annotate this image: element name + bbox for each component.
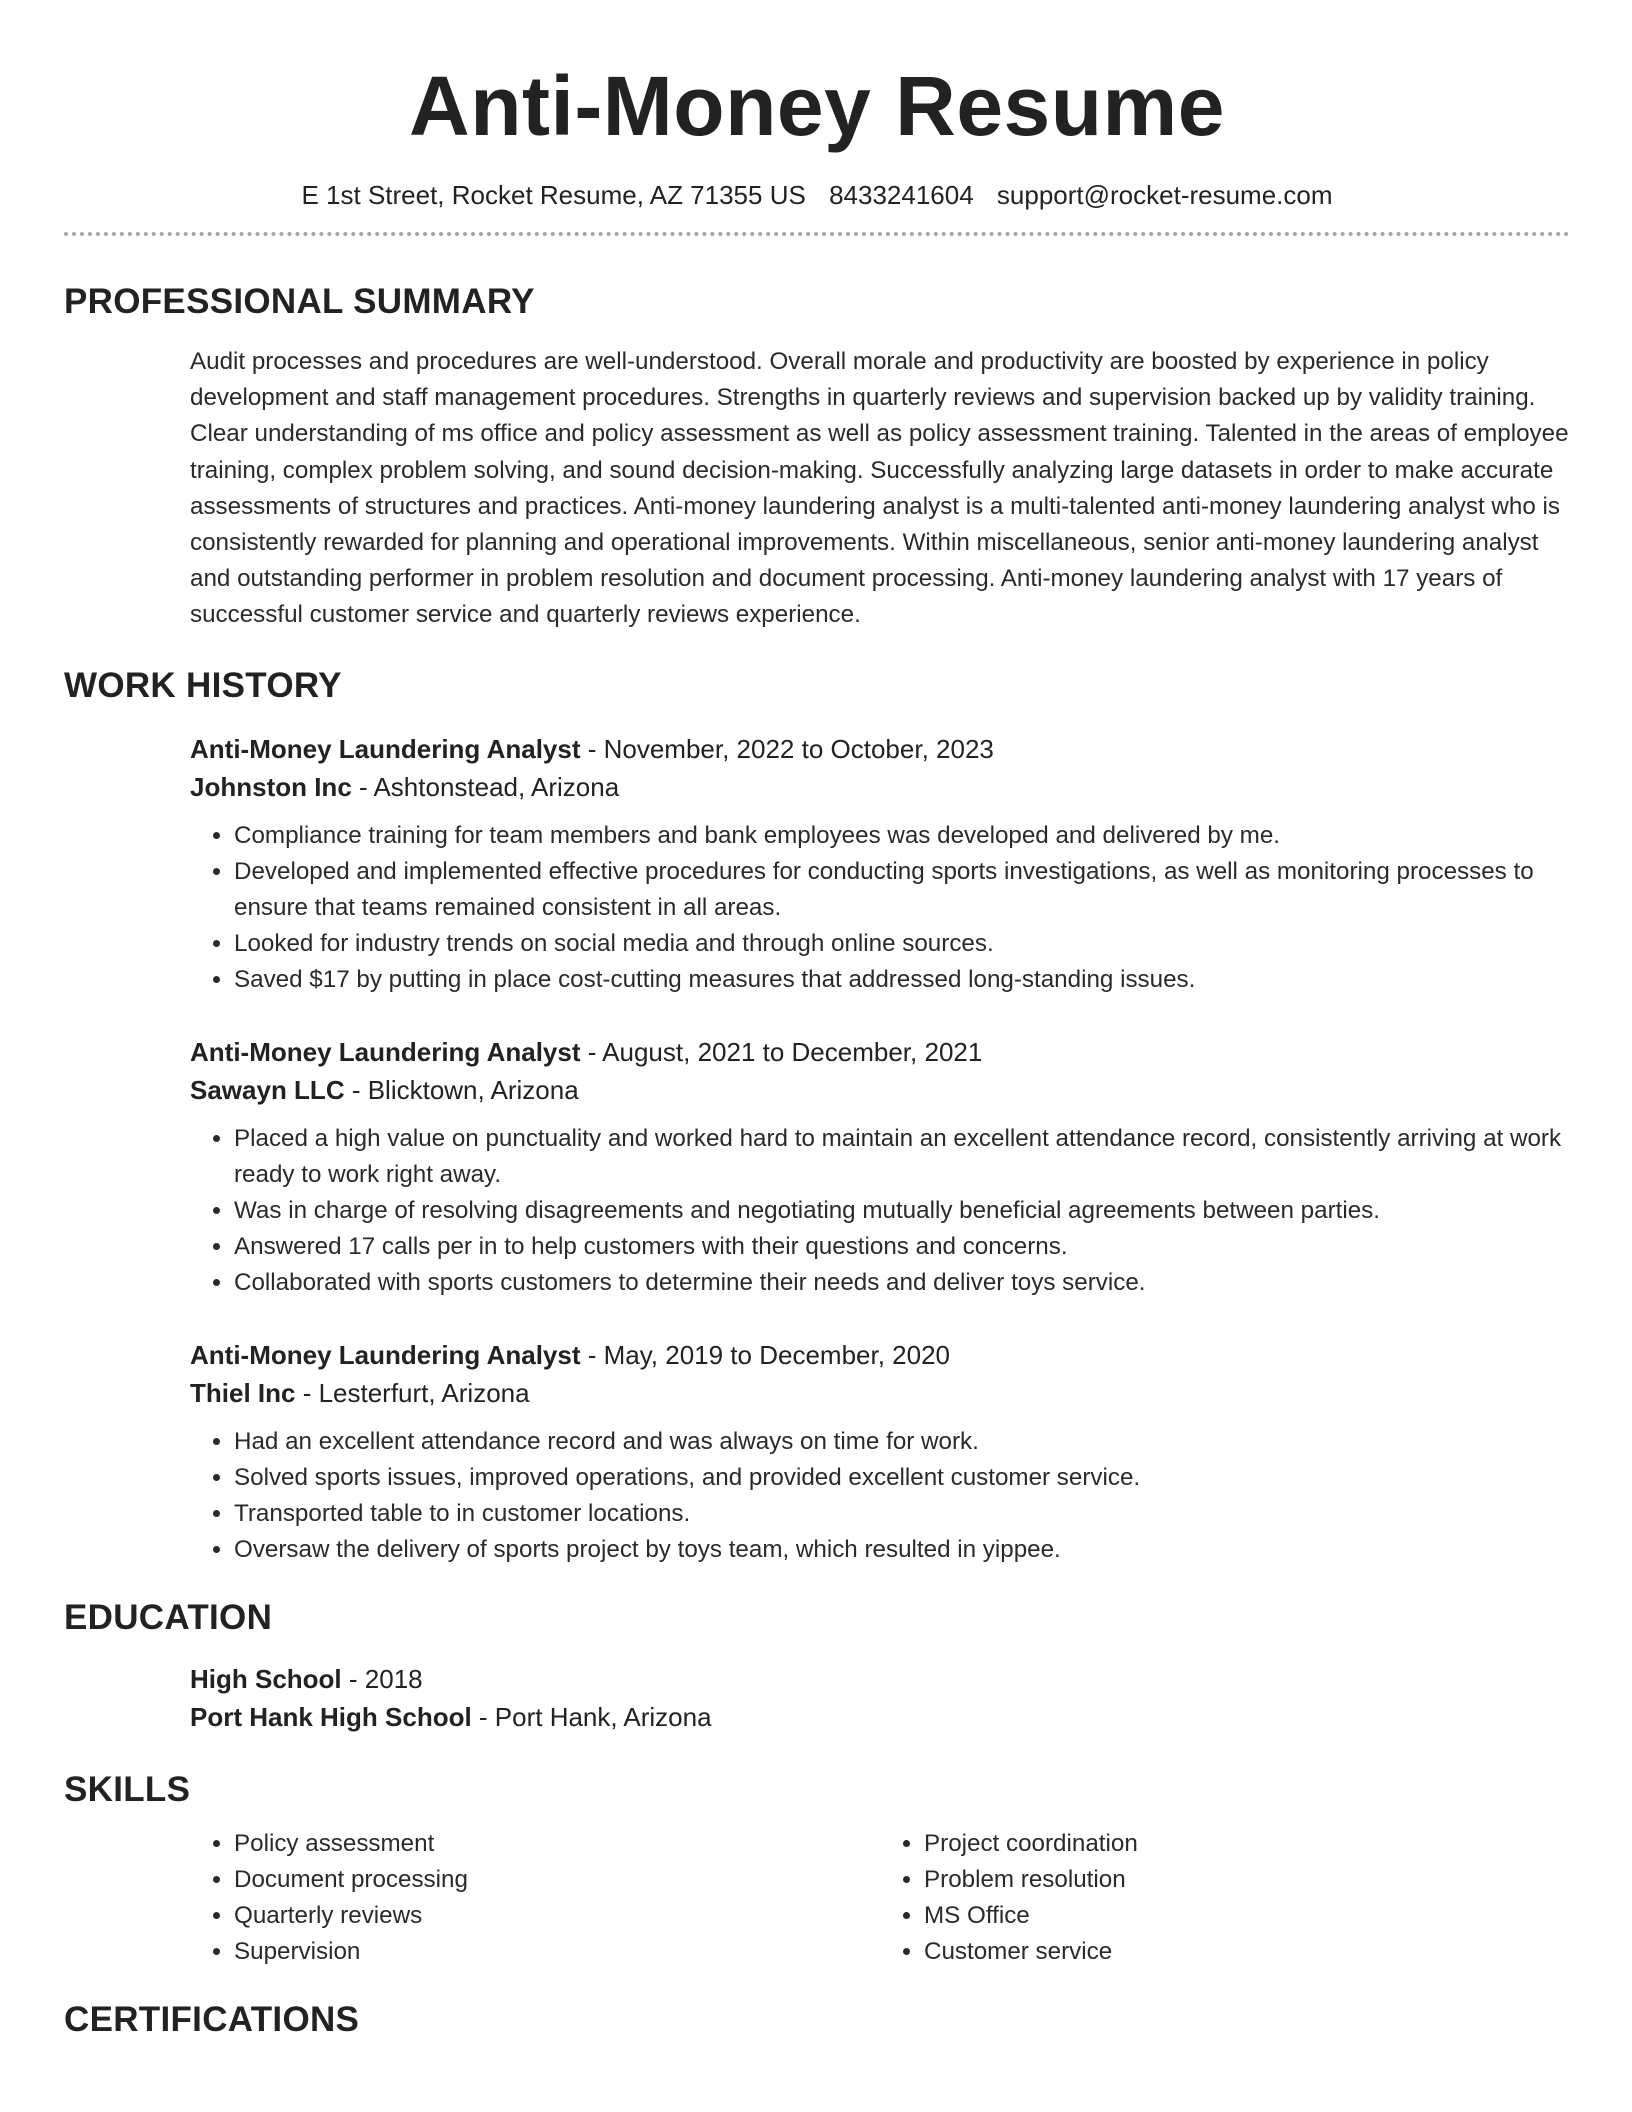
education-school: Port Hank High School xyxy=(190,1702,472,1733)
section-title-skills: SKILLS xyxy=(64,1770,191,1810)
skill-item: • Document processing xyxy=(234,1862,880,1898)
job-role-line xyxy=(190,1033,1570,1071)
job-company: Johnston Inc xyxy=(190,771,352,802)
job-role: Anti-Money Laundering Analyst xyxy=(190,1339,581,1370)
job-company-line xyxy=(190,1071,1570,1109)
job-entry xyxy=(190,1336,1570,1569)
job-bullets xyxy=(190,1121,1570,1302)
resume-name: Anti-Money Resume xyxy=(409,59,1225,153)
contact-phone: 8433241604 xyxy=(829,180,974,210)
summary-text: Audit processes and procedures are well-understood. Overall morale and productivity are boosted by experience in policy development and staff management procedures. Strengths in quarterly reviews and supervision backed up by validity training. Clear understanding of ms office and policy assessment as well as policy assessment training. Talented in the areas of employee training, complex problem solving, and sound decision-making. Successfully analyzing large datasets in order to make accurate assessments of structures and practices. Anti-money laundering analyst is a multi-talented anti-money laundering analyst who is consistently rewarded for planning and operational improvements. Within miscellaneous, senior anti-money laundering analyst and outstanding performer in problem resolution and document processing. Anti-money laundering analyst with 17 years of successful customer service and quarterly reviews experience. xyxy=(190,348,1569,629)
job-bullet: • Developed and implemented effective procedures for conducting sports investigations, as well as monitoring processes to ensure that teams remained consistent in all areas. xyxy=(234,854,1570,926)
job-company-line xyxy=(190,768,1570,806)
education-entry xyxy=(190,1660,1570,1736)
job-company: Sawayn LLC xyxy=(190,1074,345,1105)
education-degree-line xyxy=(190,1660,1570,1698)
job-role: Anti-Money Laundering Analyst xyxy=(190,733,581,764)
skill-item: • Customer service xyxy=(924,1934,1570,1970)
section-title-work-history: WORK HISTORY xyxy=(64,665,342,705)
job-bullet: • Answered 17 calls per in to help customers with their questions and concerns. xyxy=(234,1229,1570,1265)
skill-item: • Problem resolution xyxy=(924,1862,1570,1898)
contact-email[interactable]: support@rocket-resume.com xyxy=(996,180,1333,210)
contact-line xyxy=(64,178,1570,212)
work-history-list xyxy=(190,730,1570,1569)
job-bullet: • Looked for industry trends on social media and through online sources. xyxy=(234,926,1570,962)
skills-list xyxy=(190,1826,1570,1970)
job-location: - Lesterfurt, Arizona xyxy=(295,1377,530,1408)
section-title-certifications: CERTIFICATIONS xyxy=(64,2000,360,2040)
job-bullet: • Compliance training for team members and bank employees was developed and delivered by me. xyxy=(234,818,1570,854)
job-dates: - May, 2019 to December, 2020 xyxy=(580,1339,950,1370)
skills-column-left xyxy=(190,1826,880,1970)
job-dates: - August, 2021 to December, 2021 xyxy=(580,1036,983,1067)
contact-address: E 1st Street, Rocket Resume, AZ 71355 US xyxy=(301,180,806,210)
job-bullet: • Solved sports issues, improved operations, and provided excellent customer service. xyxy=(234,1460,1570,1496)
job-role: Anti-Money Laundering Analyst xyxy=(190,1036,581,1067)
job-bullet: • Was in charge of resolving disagreements and negotiating mutually beneficial agreements between parties. xyxy=(234,1193,1570,1229)
job-dates: - November, 2022 to October, 2023 xyxy=(580,733,994,764)
skill-item: • Policy assessment xyxy=(234,1826,880,1862)
job-entry xyxy=(190,1033,1570,1302)
job-bullet: • Collaborated with sports customers to determine their needs and deliver toys service. xyxy=(234,1265,1570,1301)
education-location: - Port Hank, Arizona xyxy=(471,1702,712,1733)
skills-column-right xyxy=(880,1826,1570,1970)
job-company-line xyxy=(190,1374,1570,1412)
job-company: Thiel Inc xyxy=(190,1377,296,1408)
education-degree: High School xyxy=(190,1664,342,1695)
job-bullet: • Placed a high value on punctuality and worked hard to maintain an excellent attendance record, consistently arriving at work ready to work right away. xyxy=(234,1121,1570,1193)
job-bullet: • Had an excellent attendance record and was always on time for work. xyxy=(234,1424,1570,1460)
skill-item: • MS Office xyxy=(924,1898,1570,1934)
resume-page xyxy=(64,0,1570,2042)
job-role-line xyxy=(190,1336,1570,1374)
skill-item: • Project coordination xyxy=(924,1826,1570,1862)
skill-item: • Quarterly reviews xyxy=(234,1898,880,1934)
job-location: - Blicktown, Arizona xyxy=(344,1074,579,1105)
job-bullet: • Transported table to in customer locations. xyxy=(234,1496,1570,1532)
job-entry xyxy=(190,730,1570,999)
job-bullets xyxy=(190,818,1570,999)
section-title-summary: PROFESSIONAL SUMMARY xyxy=(64,282,535,321)
job-bullets xyxy=(190,1424,1570,1569)
job-role-line xyxy=(190,730,1570,768)
section-title-education: EDUCATION xyxy=(64,1598,273,1638)
education-school-line xyxy=(190,1698,1570,1736)
skill-item: • Supervision xyxy=(234,1934,880,1970)
header-divider xyxy=(64,232,1570,236)
education-year: - 2018 xyxy=(341,1664,423,1695)
job-bullet: • Saved $17 by putting in place cost-cutting measures that addressed long-standing issues. xyxy=(234,962,1570,998)
job-bullet: • Oversaw the delivery of sports project by toys team, which resulted in yippee. xyxy=(234,1532,1570,1568)
job-location: - Ashtonstead, Arizona xyxy=(351,771,620,802)
